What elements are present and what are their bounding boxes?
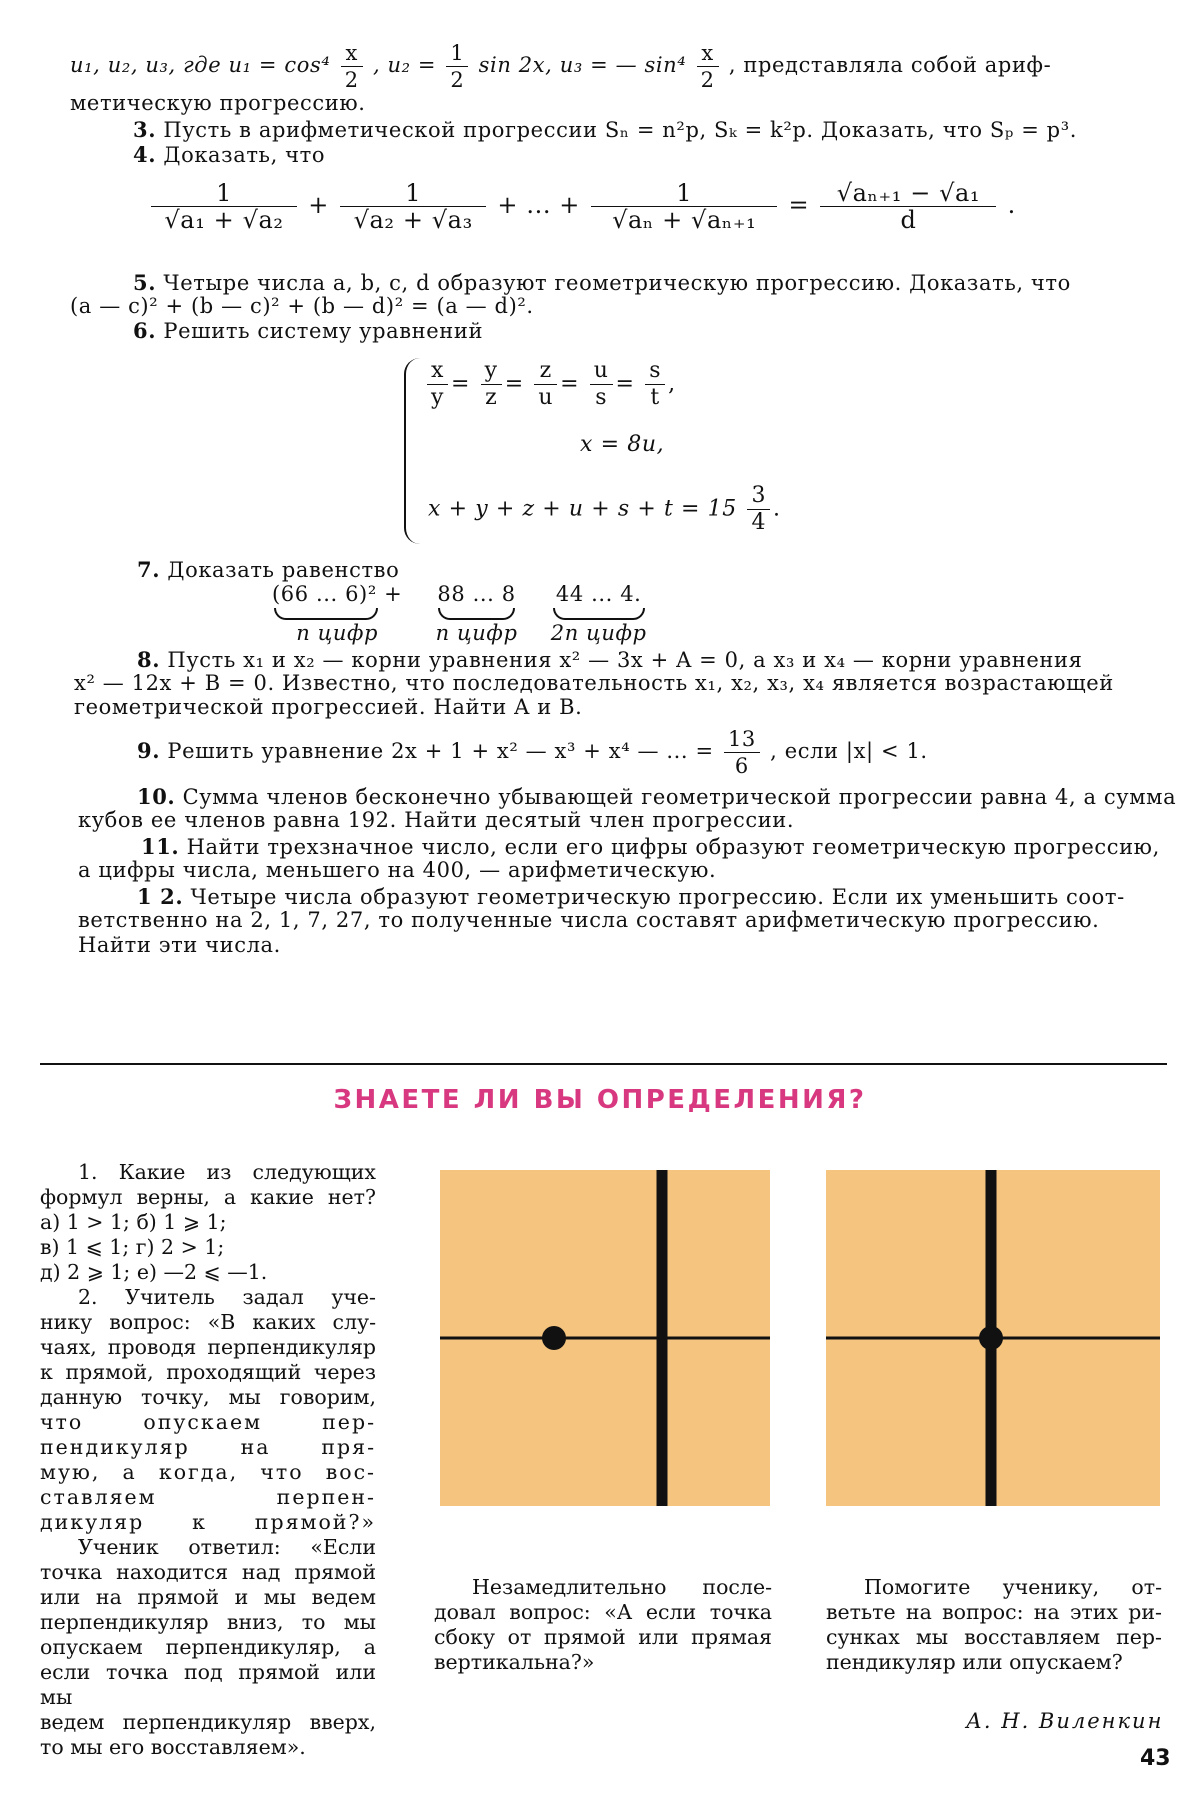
- problem-8-line-2: x² — 12x + B = 0. Известно, что последовательность x₁, x₂, x₃, x₄ является возрастающей: [74, 671, 1114, 695]
- problem-2-line-2: метическую прогрессию.: [70, 91, 366, 115]
- problem-text: Найти трехзначное число, если его цифры образуют геометрическую прогрессию,: [186, 835, 1160, 859]
- problem-text: Решить уравнение 2x + 1 + x² — x³ + x⁴ — ... =: [167, 739, 714, 763]
- problem-11: [141, 834, 1160, 860]
- caption-middle: [434, 1575, 772, 1675]
- column-line: пендикуляр на пря-: [40, 1435, 376, 1459]
- fraction: $\frac{y}{z}$: [481, 358, 502, 411]
- problem-number: 6.: [133, 318, 157, 343]
- column-line: или на прямой и мы ведем: [40, 1585, 376, 1609]
- math-text: u: [70, 53, 85, 77]
- system-brace: [404, 358, 420, 544]
- column-line: точка находится над прямой: [40, 1560, 376, 1584]
- system-equation-1: $\frac{x}{y}$ = $\frac{y}{z}$ = $\frac{z}{u}$ = $\frac{u}{s}$ = $\frac{s}{t}$ ,: [424, 358, 676, 411]
- column-line: нику вопрос: «В каких слу-: [40, 1310, 376, 1334]
- problem-number: 4.: [133, 142, 157, 167]
- problem-5: [133, 270, 1071, 296]
- column-line: д) 2 ⩾ 1; е) —2 ⩽ —1.: [40, 1260, 268, 1284]
- column-line: формул верны, а какие нет?: [40, 1185, 376, 1209]
- problem-text: Четыре числа образуют геометрическую прогрессию. Если их уменьшить соот-: [190, 885, 1125, 909]
- column-line: ведем перпендикуляр вверх,: [40, 1710, 376, 1734]
- column-line: опускаем перпендикуляр, а: [40, 1635, 376, 1659]
- underbrace-group: (66 ... 6)² + n цифр: [272, 582, 403, 645]
- caption-line: вертикальна?»: [434, 1650, 595, 1674]
- caption-line: пендикуляр или опускаем?: [826, 1650, 1123, 1674]
- problem-12-line-2: ветственно на 2, 1, 7, 27, то полученные числа составят арифметическую прогрессию.: [78, 908, 1100, 932]
- problem-number: 5.: [133, 270, 157, 295]
- problem-text: Четыре числа a, b, c, d образуют геометрическую прогрессию. Доказать, что: [163, 271, 1071, 295]
- column-line: данную точку, мы говорим,: [40, 1385, 376, 1409]
- column-line: в) 1 ⩽ 1; г) 2 > 1;: [40, 1235, 225, 1259]
- fraction: $\frac{x}{2}$: [341, 40, 363, 93]
- page-number: 43: [1140, 1746, 1171, 1771]
- column-line: 2. Учитель задал уче-: [78, 1285, 376, 1309]
- column-line: то мы его восставляем».: [40, 1735, 306, 1759]
- column-line: перпендикуляр вниз, то мы: [40, 1610, 376, 1634]
- problem-4: [133, 142, 325, 168]
- underbrace-group: 88 ... 8 n цифр: [435, 582, 518, 645]
- problem-12: [137, 884, 1125, 910]
- problem-8: [137, 647, 1082, 673]
- column-line: ставляем перпен-: [40, 1485, 376, 1509]
- figure-drawing: [440, 1170, 770, 1506]
- caption-line: Помогите ученику, от-: [864, 1575, 1162, 1599]
- problem-2-line-1: [70, 40, 1051, 93]
- problem-8-line-3: геометрической прогрессией. Найти A и B.: [74, 695, 583, 719]
- figure-point-beside-line: [440, 1170, 770, 1506]
- column-line: мую, а когда, что вос-: [40, 1460, 376, 1484]
- fraction: $\frac{1}{\text{√a₂ + √a₃}}$: [340, 180, 486, 233]
- quiz-left-column: [40, 1160, 376, 1760]
- problem-6: [133, 318, 483, 344]
- math-text: sin 2x, u₃ = — sin⁴: [478, 53, 687, 77]
- caption-right: [826, 1575, 1162, 1675]
- problem-10: [137, 784, 1176, 810]
- fraction: $\frac{\text{√aₙ₊₁ − √a₁}}{d}$: [820, 180, 996, 233]
- underbrace-group: 44 ... 4. 2n цифр: [550, 582, 647, 645]
- column-line: если точка под прямой или мы: [40, 1660, 376, 1709]
- caption-line: сбоку от прямой или прямая: [434, 1625, 772, 1649]
- problem-number: 9.: [137, 738, 161, 763]
- problem-7-formula: [272, 582, 673, 646]
- math-text: , u₂ =: [372, 53, 437, 77]
- problem-7: [137, 557, 399, 583]
- problem-4-formula: $\frac{1}{\text{√a₁ + √a₂}}$ + $\frac{1}{\text{√a₂ + √a₃}}$ + ... + $\frac{1}{\text{√aₙ + √aₙ₊₁}}$ = $\frac{\text{√aₙ₊₁ − √a₁}}{d}$ .: [148, 180, 1016, 233]
- caption-line: довал вопрос: «А если точка: [434, 1600, 772, 1624]
- math-text: ₁, u₂, u₃, где u₁ = cos⁴: [84, 53, 331, 77]
- ellipsis: + ... +: [497, 191, 580, 219]
- fraction: $\frac{x}{2}$: [697, 40, 719, 93]
- problem-number: 8.: [137, 647, 161, 672]
- problem-number: 10.: [137, 784, 176, 809]
- problem-11-line-2: а цифры числа, меньшего на 400, — арифметическую.: [78, 858, 717, 882]
- problem-text: Решить систему уравнений: [163, 319, 484, 343]
- caption-line: Незамедлительно после-: [472, 1575, 772, 1599]
- section-divider: [40, 1063, 1167, 1065]
- figure-point-on-line: [826, 1170, 1160, 1506]
- fraction: $\frac{s}{t}$: [645, 358, 665, 411]
- column-line: что опускаем пер-: [40, 1410, 376, 1434]
- problem-number: 3.: [133, 117, 157, 142]
- problem-text: Сумма членов бесконечно убывающей геометрической прогрессии равна 4, а сумма: [182, 785, 1177, 809]
- fraction: $\frac{u}{s}$: [590, 358, 613, 411]
- fraction: $\frac{x}{y}$: [427, 358, 448, 411]
- column-line: Ученик ответил: «Если: [78, 1535, 376, 1559]
- problem-text: Доказать равенство: [167, 558, 400, 582]
- fraction: $\frac{1}{\text{√a₁ + √a₂}}$: [151, 180, 297, 233]
- author-signature: А. Н. Виленкин: [966, 1709, 1164, 1733]
- problem-text: Доказать, что: [163, 143, 326, 167]
- fraction: $\frac{1}{2}$: [446, 40, 468, 93]
- column-line: дикуляр к прямой?»: [40, 1510, 376, 1534]
- fraction: $\frac{1}{\text{√aₙ + √aₙ₊₁}}$: [591, 180, 777, 233]
- problem-9: [137, 726, 928, 779]
- column-line: 1. Какие из следующих: [78, 1160, 376, 1184]
- problem-number: 11.: [141, 834, 180, 859]
- problem-3: [133, 117, 1077, 143]
- problem-text: , если |x| < 1.: [770, 739, 928, 763]
- fraction: $\frac{13}{6}$: [724, 726, 760, 779]
- problem-text: Пусть в арифметической прогрессии Sₙ = n²p, Sₖ = k²p. Доказать, что Sₚ = p³.: [163, 118, 1077, 142]
- problem-10-line-2: кубов ее членов равна 192. Найти десятый член прогрессии.: [78, 808, 795, 832]
- problem-text: Пусть x₁ и x₂ — корни уравнения x² — 3x + A = 0, а x₃ и x₄ — корни уравнения: [167, 648, 1083, 672]
- text: , представляла собой ариф-: [728, 53, 1052, 77]
- problem-number: 1 2.: [137, 884, 184, 909]
- figure-drawing: [826, 1170, 1160, 1506]
- caption-line: сунках мы восставляем пер-: [826, 1625, 1162, 1649]
- section-heading: ЗНАЕТЕ ЛИ ВЫ ОПРЕДЕЛЕНИЯ?: [333, 1085, 867, 1115]
- problem-12-line-3: Найти эти числа.: [78, 933, 281, 957]
- column-line: чаях, проводя перпендикуляр: [40, 1335, 376, 1359]
- fraction: $\frac{z}{u}$: [534, 358, 557, 411]
- fraction: $\frac{3}{4}$: [747, 483, 770, 536]
- math-text: x + y + z + u + s + t = 15: [428, 496, 737, 522]
- problem-5-line-2: (a — c)² + (b — c)² + (b — d)² = (a — d)².: [70, 294, 534, 318]
- column-line: к прямой, проходящий через: [40, 1360, 376, 1384]
- caption-line: ветьте на вопрос: на этих ри-: [826, 1600, 1162, 1624]
- system-equation-3: x + y + z + u + s + t = 15 $\frac{3}{4}$ .: [428, 483, 781, 535]
- system-equation-2: x = 8u,: [580, 432, 665, 457]
- column-line: а) 1 > 1; б) 1 ⩾ 1;: [40, 1210, 227, 1234]
- problem-number: 7.: [137, 557, 161, 582]
